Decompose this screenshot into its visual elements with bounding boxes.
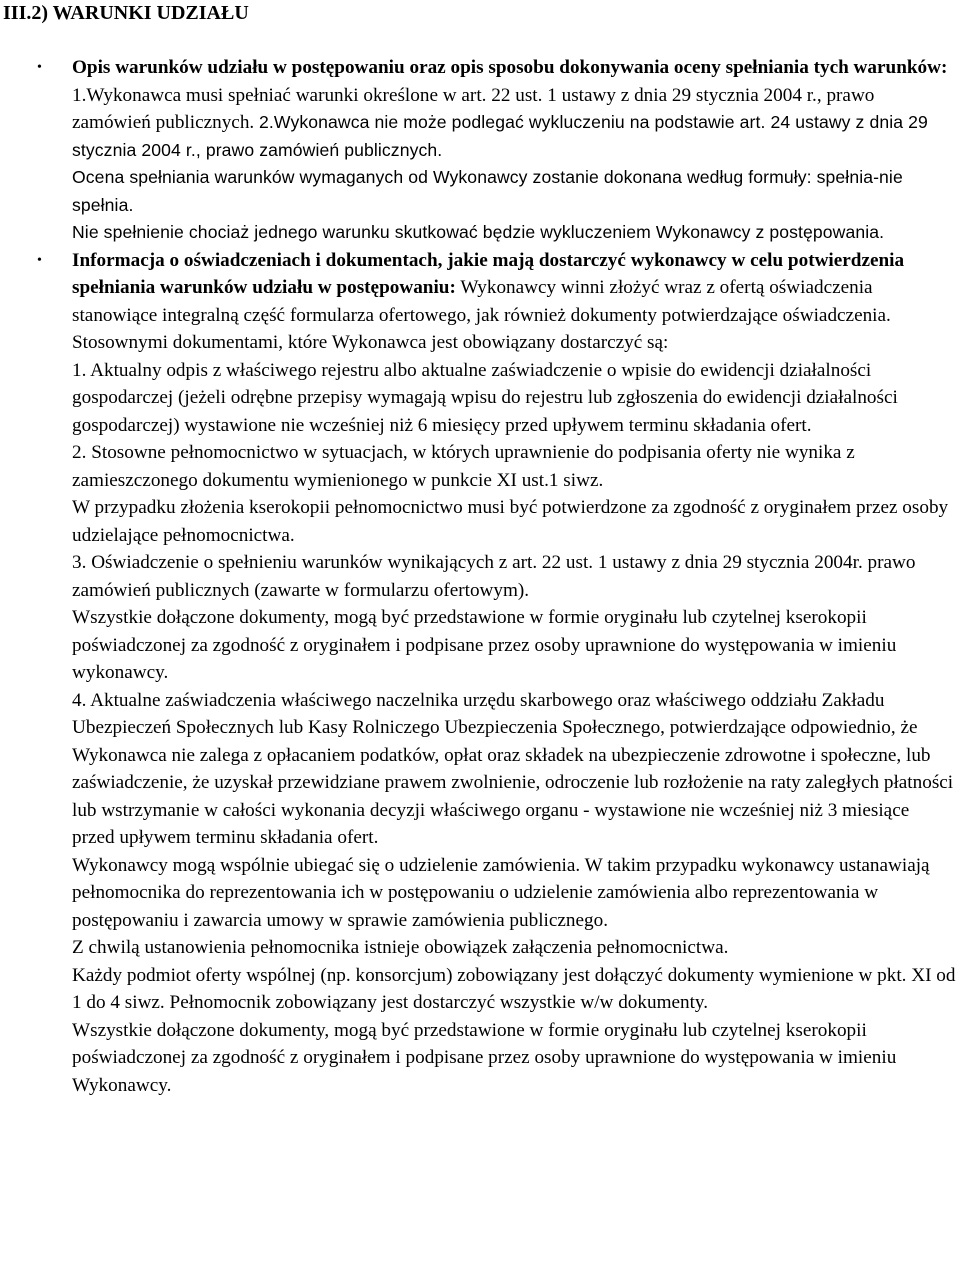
paragraph: Wykonawcy mogą wspólnie ubiegać się o udzielenie zamówienia. W takim przypadku wykonawcy ustanawiają pełnomocnika do reprezentowania ich w postępowaniu o udzielenie zamówienia albo reprezentowania w postępowaniu i zawarcia umowy w sprawie zamówienia publicznego. (72, 854, 930, 931)
paragraph: Stosownymi dokumentami, które Wykonawca jest obowiązany dostarczyć są: (72, 332, 669, 353)
paragraph: 4. Aktualne zaświadczenia właściwego naczelnika urzędu skarbowego oraz właściwego oddziału Zakładu Ubezpieczeń Społecznych lub Kasy Rolniczego Ubezpieczenia Społecznego, potwierdzające odpowiednio, że Wykonawca nie zalega z opłacaniem podatków, opłat oraz składek na ubezpieczenie zdrowotne i społeczne, lub zaświadczenie, że uzyskał przewidziane prawem zwolnienie, odroczenie lub rozłożenie na raty zaległych płatności lub wstrzymanie w całości wykonania decyzji właściwego organu - wystawione nie wcześniej niż 3 miesiące przed upływem terminu składania ofert. (72, 689, 954, 848)
conditions-list (0, 54, 960, 1099)
paragraph: 2. Stosowne pełnomocnictwo w sytuacjach, w których uprawnienie do podpisania oferty nie wynika z zamieszczonego dokumentu wymienionego w punkcie XI ust.1 siwz. (72, 442, 855, 491)
condition-1-text: 1.Wykonawca musi spełniać warunki określone w art. 22 ust. 1 ustawy z dnia 29 stycznia 2004 r., prawo zamówień publicznych. (72, 84, 875, 133)
intro-text: Wykonawcy winni złożyć wraz z ofertą oświadczenia stanowiące integralną część formularza ofertowego, jak również dokumenty potwierdzające oświadczenia. (72, 277, 891, 326)
bullet-icon: • (37, 60, 42, 75)
exclusion-text: Nie spełnienie chociaż jednego warunku skutkować będzie wykluczeniem Wykonawcy z postępowania. (72, 222, 885, 242)
paragraph: W przypadku złożenia kserokopii pełnomocnictwo musi być potwierdzone za zgodność z oryginałem przez osoby udzielające pełnomocnictwa. (72, 497, 949, 546)
item-title: Opis warunków udziału w postępowaniu oraz opis sposobu dokonywania oceny spełniania tych warunków: (72, 57, 948, 78)
paragraph: Z chwilą ustanowienia pełnomocnika istnieje obowiązek załączenia pełnomocnictwa. (72, 937, 729, 958)
paragraph: 1. Aktualny odpis z właściwego rejestru albo aktualne zaświadczenie o wpisie do ewidencji działalności gospodarczej (jeżeli odrębne przepisy wymagają wpisu do rejestru lub zgłoszenia do ewidencji działalności gospodarczej) wystawione nie wcześniej niż 6 miesięcy przed upływem terminu składania ofert. (72, 359, 898, 436)
bullet-icon: • (37, 252, 42, 268)
condition-2-text: 2.Wykonawca nie może podlegać wykluczeniu na podstawie art. 24 ustawy z dnia 29 stycznia 2004 r., prawo zamówień publicznych. (72, 112, 928, 160)
list-item-documents-information (0, 247, 960, 1100)
paragraph: 3. Oświadczenie o spełnieniu warunków wynikających z art. 22 ust. 1 ustawy z dnia 29 stycznia 2004r. prawo zamówień publicznych (zawarte w formularzu ofertowym). (72, 552, 916, 601)
section-heading: III.2) WARUNKI UDZIAŁU (3, 2, 249, 24)
list-item-conditions-description (0, 54, 960, 247)
paragraph: Każdy podmiot oferty wspólnej (np. konsorcjum) zobowiązany jest dołączyć dokumenty wymienione w pkt. XI od 1 do 4 siwz. Pełnomocnik zobowiązany jest dostarczyć wszystkie w/w dokumenty. (72, 964, 956, 1013)
evaluation-text: Ocena spełniania warunków wymaganych od Wykonawcy zostanie dokonana według formuły: spełnia-nie spełnia. (72, 167, 903, 215)
item-title: Informacja o oświadczeniach i dokumentach, jakie mają dostarczyć wykonawcy w celu potwierdzenia spełniania warunków udziału w postępowaniu: (72, 249, 905, 298)
paragraph: Wszystkie dołączone dokumenty, mogą być przedstawione w formie oryginału lub czytelnej kserokopii poświadczonej za zgodność z oryginałem i podpisane przez osoby uprawnione do występowania w imieniu wykonawcy. (72, 607, 897, 683)
paragraph: Wszystkie dołączone dokumenty, mogą być przedstawione w formie oryginału lub czytelnej kserokopii poświadczonej za zgodność z oryginałem i podpisane przez osoby uprawnione do występowania w imieniu Wykonawcy. (72, 1019, 897, 1096)
